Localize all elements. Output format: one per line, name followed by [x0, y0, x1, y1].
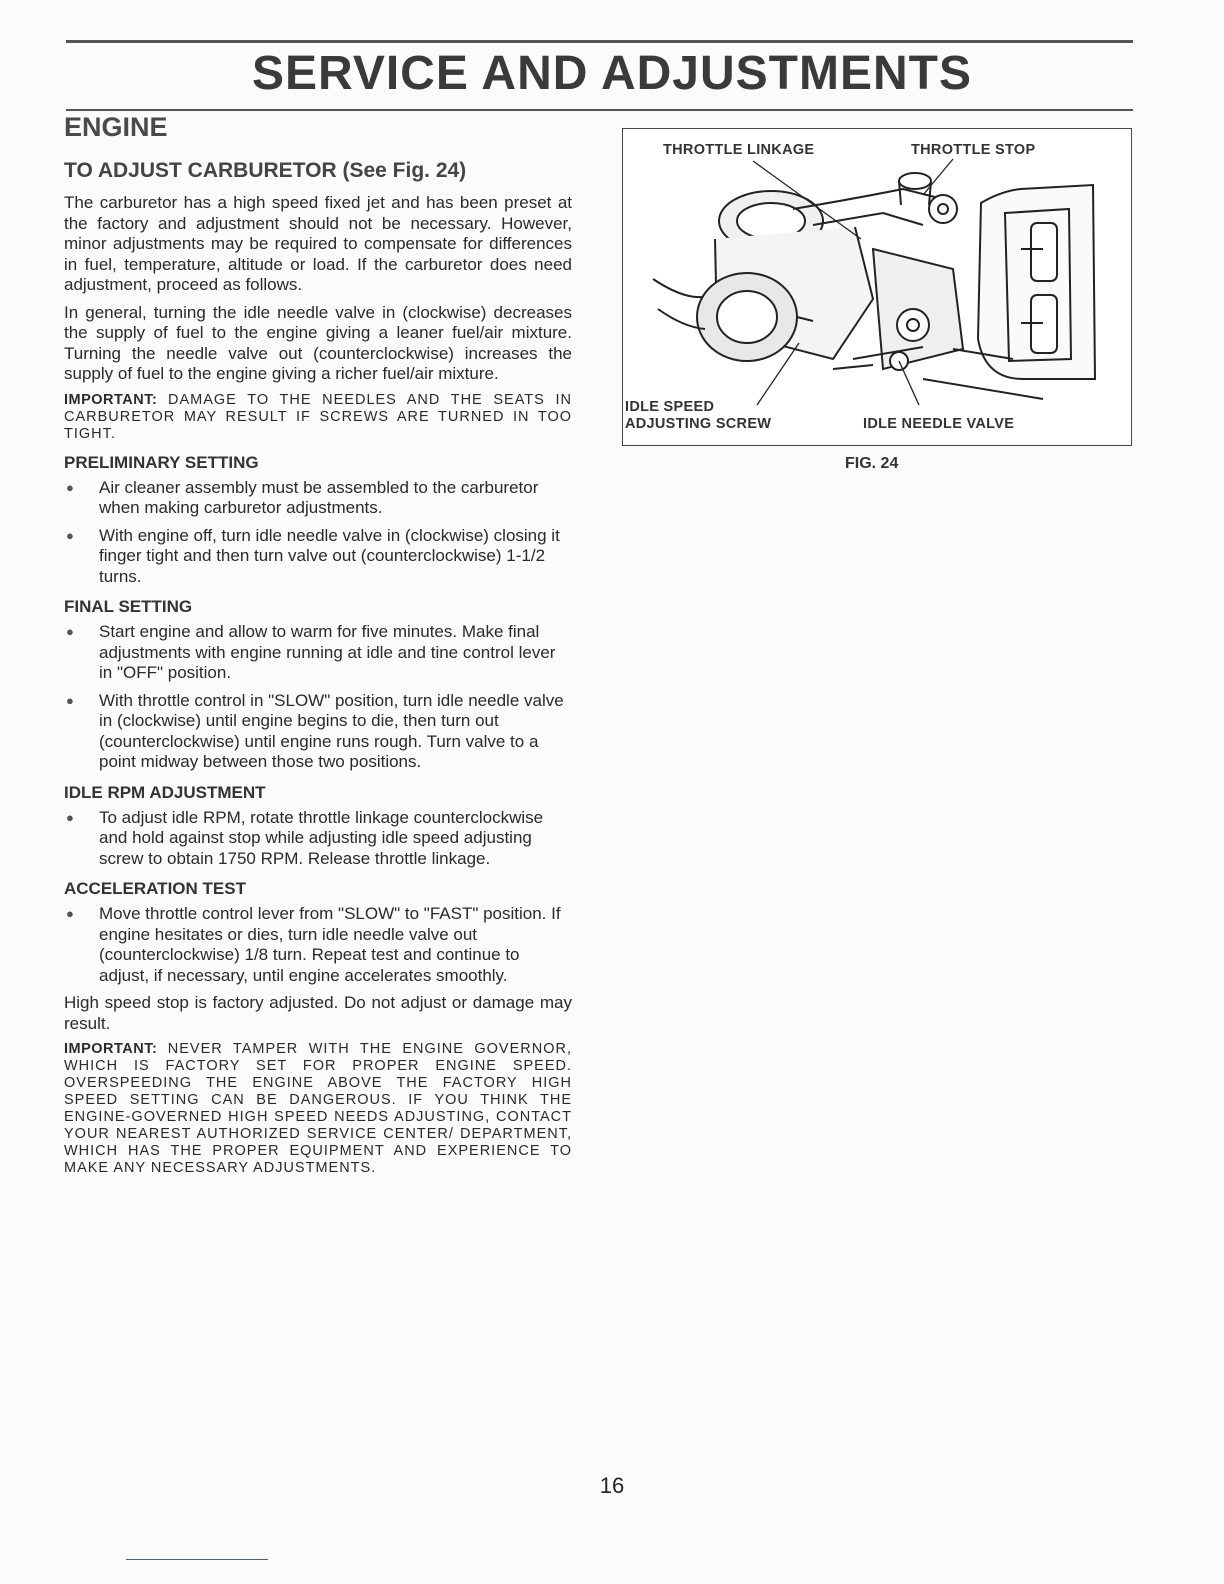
label-throttle-linkage: THROTTLE LINKAGE: [663, 142, 815, 158]
intro-paragraph-2: In general, turning the idle needle valve in (clockwise) decreases the supply of fuel to the engine giving a leaner fuel/air mixture. Turning the needle valve out (counterclockwise) increases the supply of fuel to the engine giving a richer fuel/air mixture.: [64, 302, 572, 383]
important-text: DAMAGE TO THE NEEDLES AND THE SEATS IN CARBURETOR MAY RESULT IF SCREWS ARE TURNED IN TOO TIGHT.: [64, 391, 572, 442]
title-underline: [66, 109, 1133, 111]
intro-paragraph-1: The carburetor has a high speed fixed jet and has been preset at the factory and adjustment should not be necessary. However, minor adjustments may be required to compensate for differences in fuel, temperature, altitude or load. If the carburetor does need adjustment, proceed as follows.: [64, 193, 572, 294]
final-setting-heading: FINAL SETTING: [64, 597, 193, 616]
list-item: [64, 526, 572, 588]
section-title: ENGINE: [64, 112, 168, 142]
list-item-text: With throttle control in "SLOW" position, turn idle needle valve in (clockwise) until engine begins to die, then turn out (counterclockwise) until engine runs rough. Turn valve to a point midway between those two positions.: [99, 690, 564, 771]
bullet-icon: ●: [66, 809, 74, 825]
list-item: [64, 622, 572, 684]
important-label: IMPORTANT:: [64, 1041, 158, 1057]
list-item: [64, 808, 572, 870]
section-subtitle: TO ADJUST CARBURETOR (See Fig. 24): [64, 159, 467, 182]
bullet-icon: ●: [66, 906, 74, 921]
page-number: 16: [599, 1473, 625, 1498]
important-note-2: [64, 1041, 572, 1177]
list-item-text: Air cleaner assembly must be assembled to the carburetor when making carburetor adjustments.: [99, 477, 539, 517]
carburetor-illustration: [623, 129, 1131, 445]
label-idle-needle-valve: IDLE NEEDLE VALVE: [863, 416, 1015, 432]
important-note-1: [64, 392, 572, 443]
acceleration-test-list: [64, 904, 572, 986]
list-item: [64, 478, 572, 519]
page-title: SERVICE AND ADJUSTMENTS: [252, 47, 972, 100]
idle-rpm-list: [64, 808, 572, 870]
bullet-icon: ●: [66, 624, 74, 639]
label-throttle-stop: THROTTLE STOP: [911, 142, 1036, 158]
footer-line: [126, 1559, 268, 1560]
list-item: [64, 904, 572, 986]
bullet-icon: ●: [66, 479, 74, 495]
final-setting-list: [64, 622, 572, 773]
important-label: IMPORTANT:: [64, 391, 158, 408]
figure-24: [622, 128, 1132, 446]
list-item-text: To adjust idle RPM, rotate throttle linkage counterclockwise and hold against stop while adjusting idle speed adjusting screw to obtain 1750 RPM. Release throttle linkage.: [99, 807, 544, 868]
high-speed-note: High speed stop is factory adjusted. Do not adjust or damage may result.: [64, 993, 572, 1033]
label-adjusting-screw: ADJUSTING SCREW: [625, 416, 772, 432]
list-item: [64, 691, 572, 773]
left-column: [64, 112, 572, 1185]
acceleration-test-heading: ACCELERATION TEST: [64, 879, 246, 898]
idle-rpm-heading: IDLE RPM ADJUSTMENT: [64, 782, 266, 802]
list-item-text: Start engine and allow to warm for five minutes. Make final adjustments with engine running at idle and tine control lever in "OFF" position.: [99, 622, 556, 682]
preliminary-setting-heading: PRELIMINARY SETTING: [64, 452, 259, 472]
figure-caption: FIG. 24: [845, 455, 899, 472]
list-item-text: With engine off, turn idle needle valve in (clockwise) closing it finger tight and then turn valve out (counterclockwise) 1-1/2 turns.: [99, 525, 560, 586]
bullet-icon: ●: [66, 527, 74, 543]
important-text: NEVER TAMPER WITH THE ENGINE GOVERNOR, WHICH IS FACTORY SET FOR PROPER ENGINE SPEED. OVERSPEEDING THE ENGINE ABOVE THE FACTORY HIGH SPEED SETTING CAN BE DANGEROUS. IF YOU THINK THE ENGINE-GOVERNED HIGH SPEED NEEDS ADJUSTING, CONTACT YOUR NEAREST AUTHORIZED SERVICE CENTER/ DEPARTMENT, WHICH HAS THE PROPER EQUIPMENT AND EXPERIENCE TO MAKE ANY NECESSARY ADJUSTMENTS.: [64, 1041, 572, 1176]
bullet-icon: ●: [66, 692, 74, 708]
top-rule: [66, 40, 1133, 43]
label-idle-speed: IDLE SPEED: [625, 399, 715, 415]
list-item-text: Move throttle control lever from "SLOW" to "FAST" position. If engine hesitates or dies, turn idle needle valve out (counterclockwise) 1/8 turn. Repeat test and continue to adjust, if necessary, until engine accelerates smoothly.: [99, 904, 561, 985]
preliminary-setting-list: [64, 478, 572, 588]
